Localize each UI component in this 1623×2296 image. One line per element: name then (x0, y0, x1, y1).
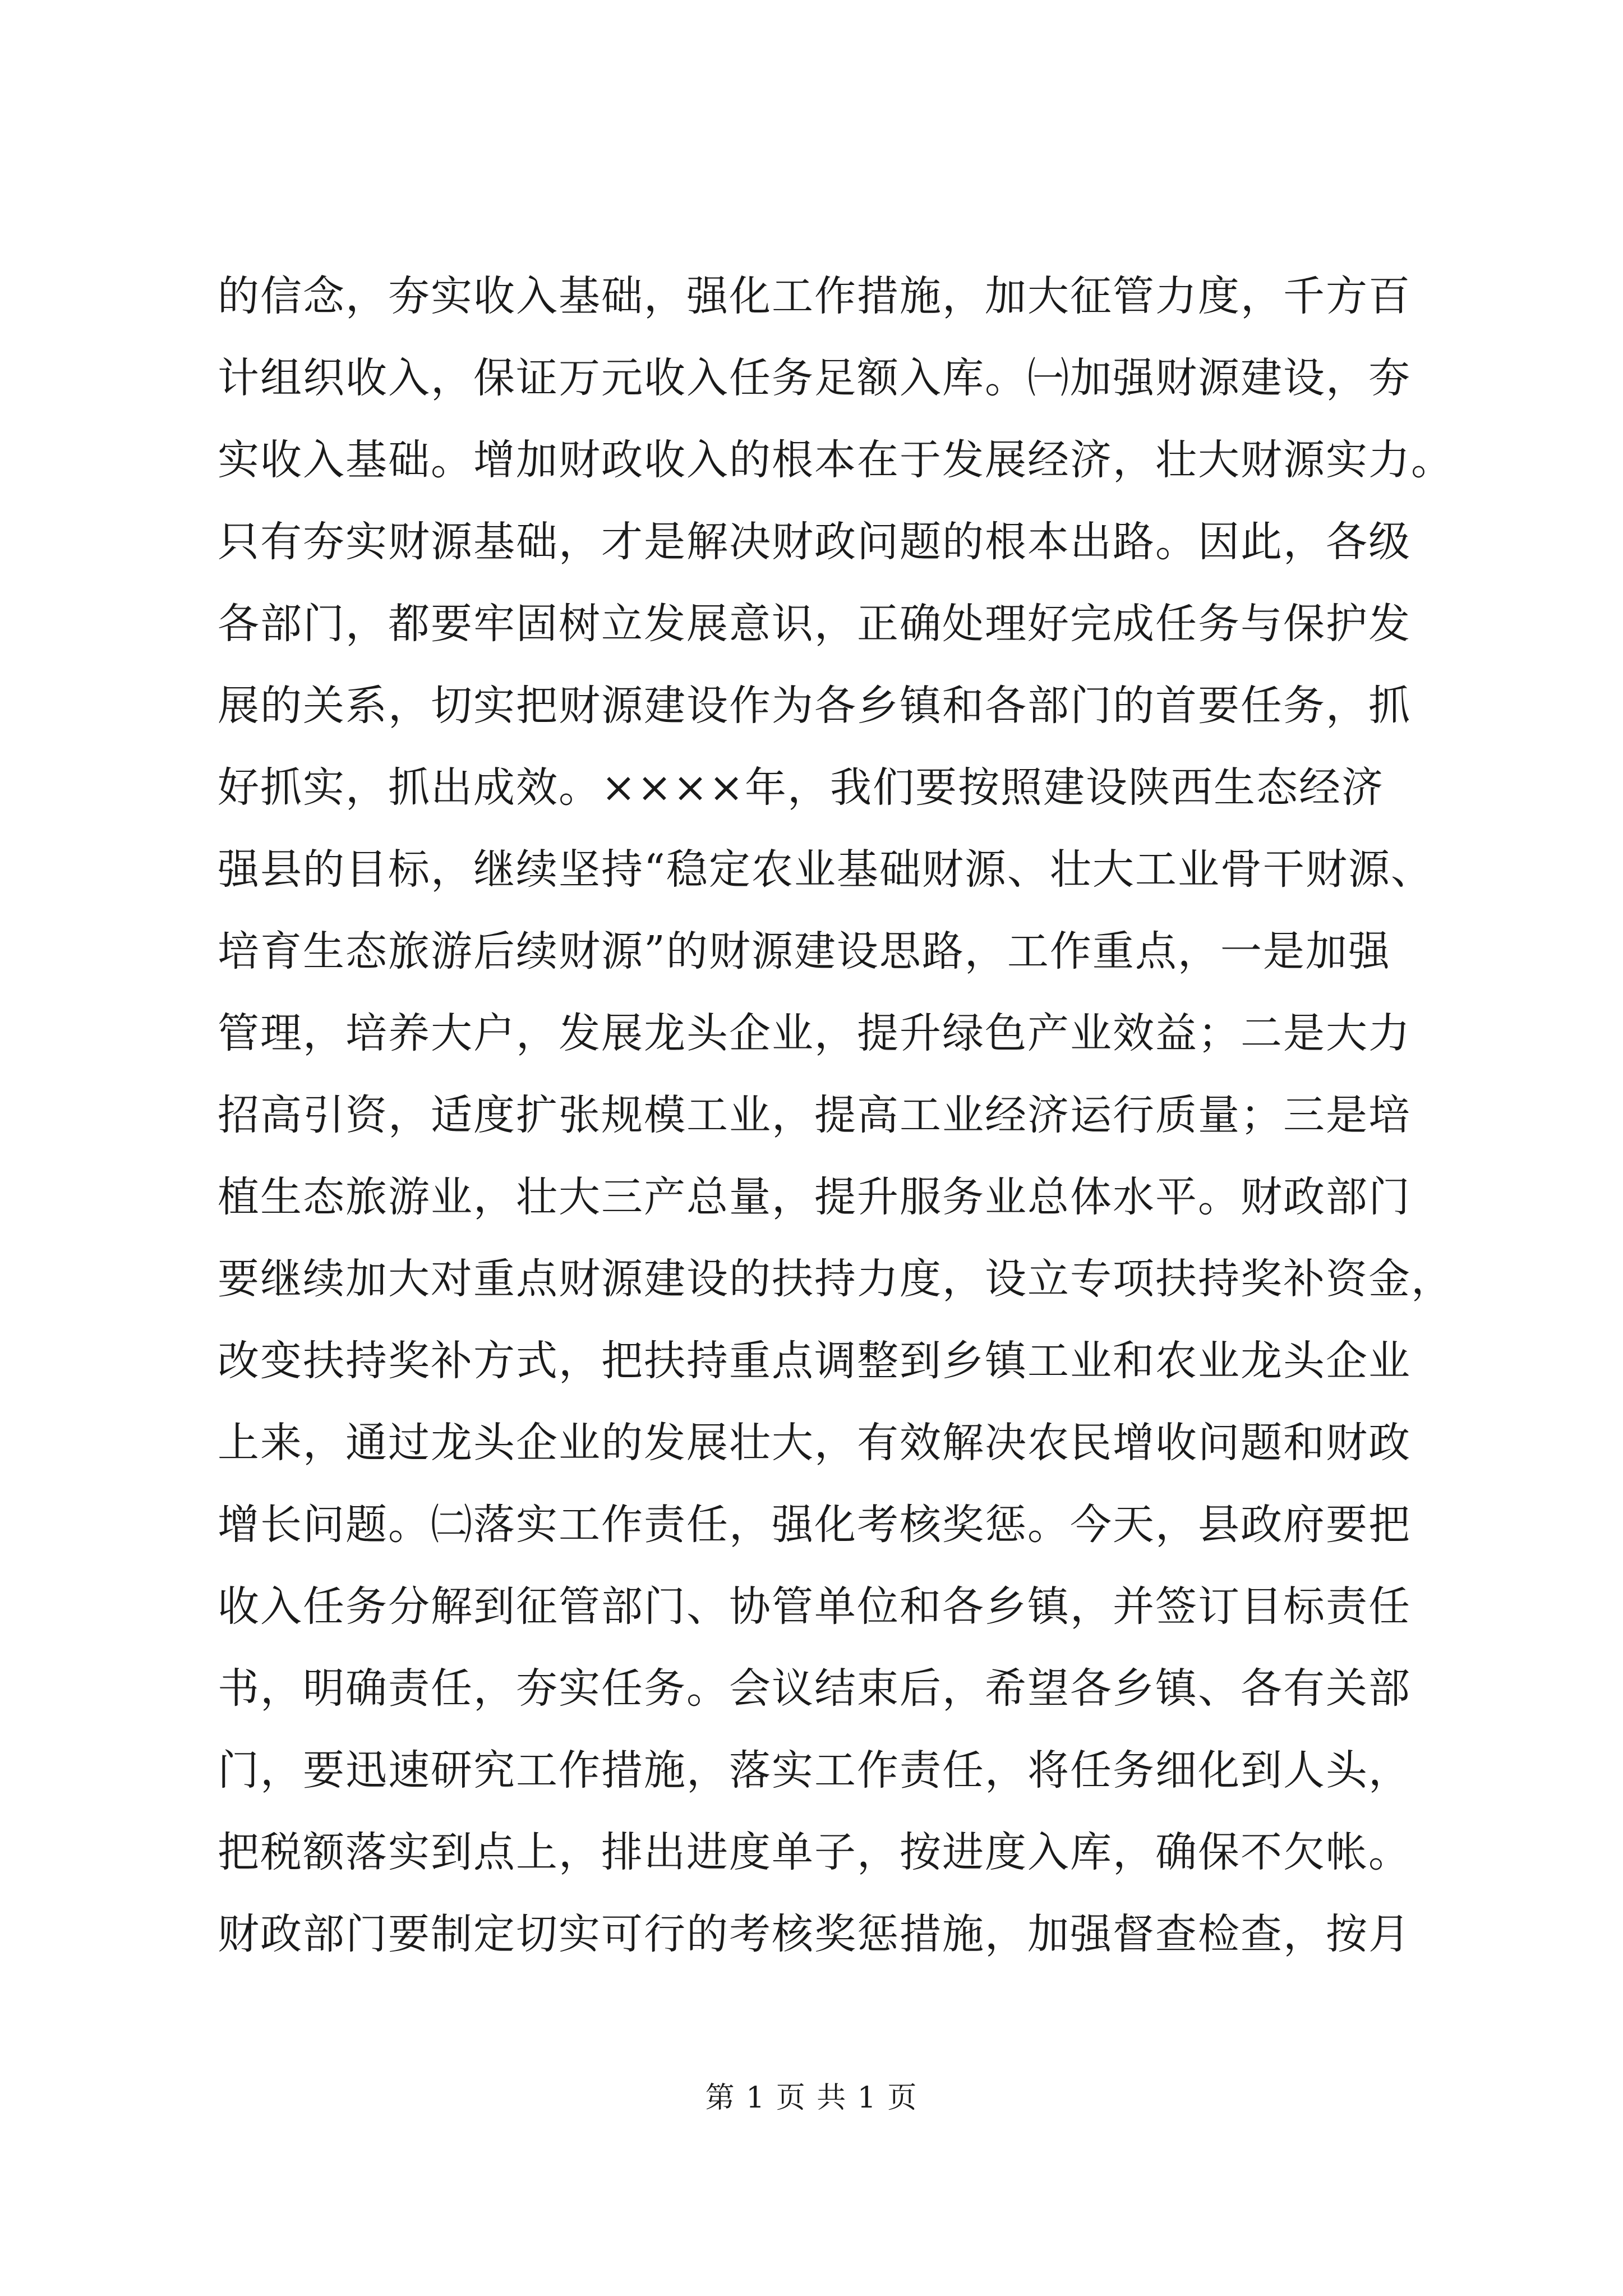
text-line: 改变扶持奖补方式，把扶持重点调整到乡镇工业和农业龙头企业 (218, 1337, 1411, 1385)
text-line: 实收入基础。增加财政收入的根本在于发展经济，壮大财源实力。 (218, 436, 1454, 484)
text-line: 植生态旅游业，壮大三产总量，提升服务业总体水平。财政部门 (218, 1173, 1411, 1221)
text-line: 强县的目标，继续坚持“稳定农业基础财源、壮大工业骨干财源、 (218, 845, 1433, 894)
text-line: 计组织收入，保证万元收入任务足额入库。㈠加强财源建设，夯 (218, 354, 1411, 402)
text-line: 把税额落实到点上，排出进度单子，按进度入库，确保不欠帐。 (218, 1828, 1411, 1876)
text-line: 上来，通过龙头企业的发展壮大，有效解决农民增收问题和财政 (218, 1419, 1411, 1467)
text-line: 展的关系，切实把财源建设作为各乡镇和各部门的首要任务，抓 (218, 682, 1411, 730)
text-line: 收入任务分解到征管部门、协管单位和各乡镇，并签订目标责任 (218, 1582, 1411, 1631)
text-line: 增长问题。㈡落实工作责任，强化考核奖惩。今天，县政府要把 (218, 1501, 1411, 1549)
text-line: 书，明确责任，夯实任务。会议结束后，希望各乡镇、各有关部 (218, 1664, 1411, 1713)
text-line: 门，要迅速研究工作措施，落实工作责任，将任务细化到人头， (218, 1746, 1411, 1795)
text-line: 只有夯实财源基础，才是解决财政问题的根本出路。因此，各级 (218, 518, 1411, 566)
text-line: 财政部门要制定切实可行的考核奖惩措施，加强督查检查，按月 (218, 1910, 1411, 1958)
text-line: 管理，培养大户，发展龙头企业，提升绿色产业效益；二是大力 (218, 1009, 1411, 1057)
text-line: 招高引资，适度扩张规模工业，提高工业经济运行质量；三是培 (218, 1091, 1411, 1139)
text-line: 培育生态旅游后续财源”的财源建设思路，工作重点，一是加强 (218, 927, 1391, 976)
text-line: 各部门，都要牢固树立发展意识，正确处理好完成任务与保护发 (218, 600, 1411, 648)
page-number-footer: 第 1 页 共 1 页 (705, 2081, 918, 2115)
text-line: 的信念，夯实收入基础，强化工作措施，加大征管力度，千方百 (218, 272, 1411, 320)
body-text (218, 255, 1454, 1975)
text-line: 要继续加大对重点财源建设的扶持力度，设立专项扶持奖补资金， (218, 1255, 1454, 1303)
text-line: 好抓实，抓出成效。××××年，我们要按照建设陕西生态经济 (218, 763, 1385, 812)
